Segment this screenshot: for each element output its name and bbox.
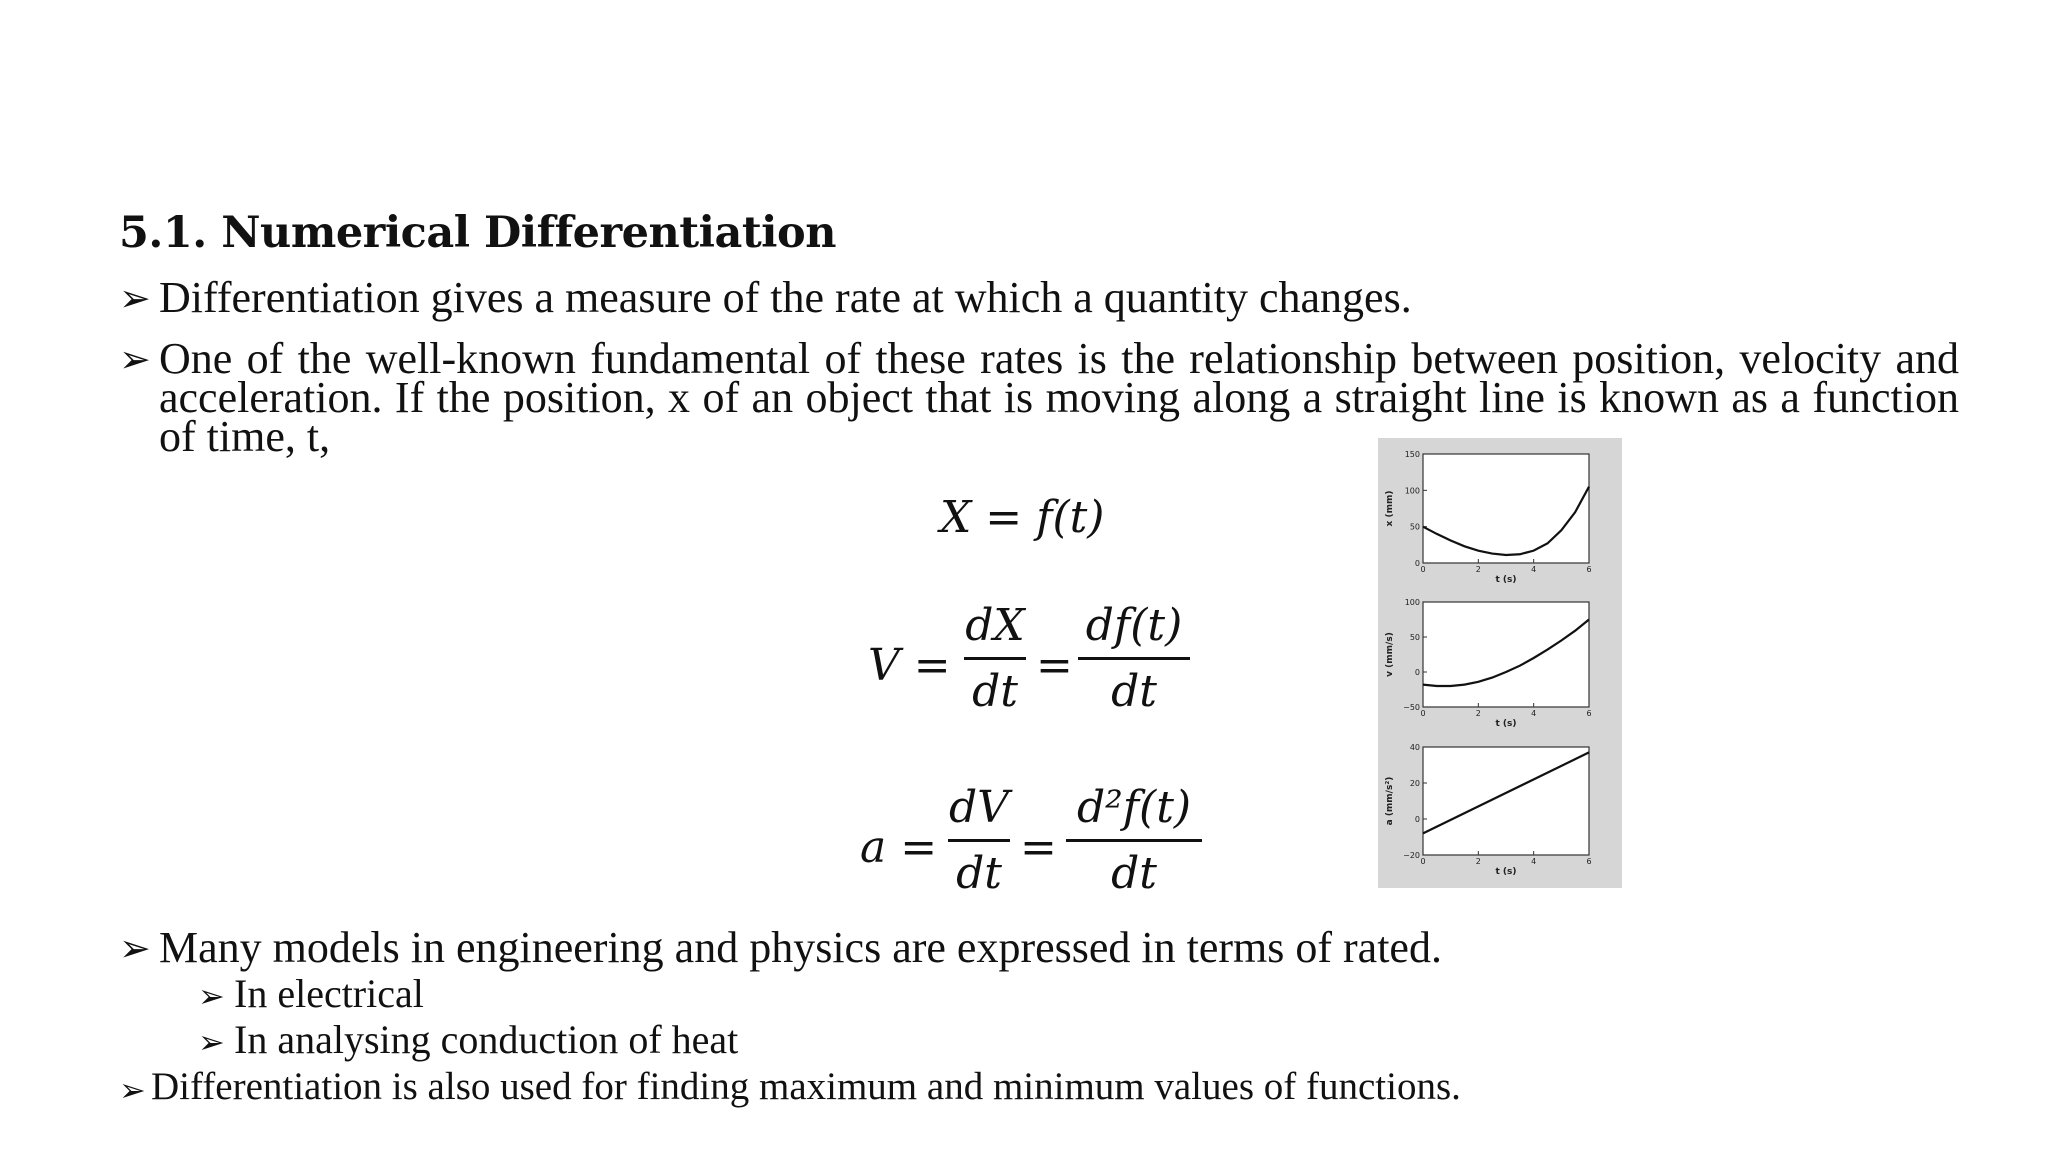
graphs-svg xyxy=(1378,438,1622,888)
arrow-bullet-icon: ➢ xyxy=(119,926,151,970)
denominator: dt xyxy=(1111,848,1157,899)
fraction xyxy=(1078,600,1190,717)
equation-velocity xyxy=(868,600,1208,730)
y-tick-label: 0 xyxy=(1414,559,1420,568)
fraction-bar xyxy=(948,839,1010,842)
plot-area xyxy=(1423,454,1589,563)
y-tick-label: −50 xyxy=(1403,703,1420,712)
bullet-text: Differentiation is also used for finding maximum and minimum values of functions. xyxy=(151,1065,1461,1108)
y-axis-label: a (mm/s²) xyxy=(1385,776,1395,826)
bullet-text: Differentiation gives a measure of the rate at which a quantity changes. xyxy=(159,273,1412,322)
x-tick-label: 2 xyxy=(1475,565,1481,574)
y-tick-label: 150 xyxy=(1404,450,1420,459)
y-tick-label: 50 xyxy=(1409,633,1420,642)
x-tick-label: 6 xyxy=(1586,565,1592,574)
x-axis-label: t (s) xyxy=(1495,719,1517,729)
numerator: df(t) xyxy=(1085,600,1183,651)
x-axis-label: t (s) xyxy=(1495,575,1517,585)
arrow-bullet-icon: ➢ xyxy=(198,977,225,1015)
fraction-bar xyxy=(1066,839,1202,842)
y-axis-label: v (mm/s) xyxy=(1385,632,1395,677)
numerator: dX xyxy=(965,600,1025,651)
denominator: dt xyxy=(956,848,1002,899)
sub-bullet-text: In analysing conduction of heat xyxy=(234,1017,739,1062)
y-tick-label: 20 xyxy=(1409,779,1420,788)
equals-sign: = xyxy=(1020,822,1057,873)
y-tick-label: −20 xyxy=(1403,851,1420,860)
arrow-bullet-icon: ➢ xyxy=(119,1071,146,1109)
x-tick-label: 0 xyxy=(1420,857,1426,866)
arrow-bullet-icon: ➢ xyxy=(119,337,151,381)
bullet-text: One of the well-known fundamental of these rates is the relationship between position, velocity and acceleration. If the position, x of an object that is moving along a straight line is known as a function of time, t, xyxy=(159,334,1959,461)
y-axis-label: x (mm) xyxy=(1385,490,1395,527)
y-tick-label: 100 xyxy=(1404,486,1420,496)
numerator: d²f(t) xyxy=(1076,782,1192,833)
fraction xyxy=(948,782,1010,899)
x-tick-label: 4 xyxy=(1531,565,1537,574)
x-tick-label: 0 xyxy=(1420,709,1426,718)
denominator: dt xyxy=(1111,666,1157,717)
y-tick-label: 100 xyxy=(1404,598,1420,607)
y-tick-label: 40 xyxy=(1409,743,1420,752)
equation-lhs: a = xyxy=(860,822,938,873)
numerator: dV xyxy=(949,782,1009,833)
x-tick-label: 6 xyxy=(1586,709,1592,718)
equation-lhs: V = xyxy=(868,640,951,691)
equation-position: X = f(t) xyxy=(940,492,1105,543)
x-axis-label: t (s) xyxy=(1495,867,1517,877)
fraction-bar xyxy=(1078,657,1190,660)
equals-sign: = xyxy=(1036,640,1073,691)
kinematics-graphs xyxy=(1378,438,1622,888)
x-tick-label: 4 xyxy=(1531,709,1537,718)
x-tick-label: 4 xyxy=(1531,857,1537,866)
fraction-bar xyxy=(964,657,1026,660)
equation-acceleration xyxy=(860,782,1220,912)
arrow-bullet-icon: ➢ xyxy=(198,1023,225,1061)
fraction xyxy=(964,600,1026,717)
y-tick-label: 50 xyxy=(1409,522,1420,532)
x-tick-label: 6 xyxy=(1586,857,1592,866)
sub-bullet-text: In electrical xyxy=(234,971,424,1016)
y-tick-label: 0 xyxy=(1414,668,1420,677)
plot-area xyxy=(1423,747,1589,855)
fraction xyxy=(1066,782,1202,899)
plot-area xyxy=(1423,602,1589,707)
bullet-text: Many models in engineering and physics are expressed in terms of rated. xyxy=(159,923,1442,972)
denominator: dt xyxy=(972,666,1018,717)
x-tick-label: 0 xyxy=(1420,565,1426,574)
x-tick-label: 2 xyxy=(1475,857,1481,866)
arrow-bullet-icon: ➢ xyxy=(119,276,151,320)
y-tick-label: 0 xyxy=(1414,815,1420,824)
x-tick-label: 2 xyxy=(1475,709,1481,718)
slide-title: 5.1. Numerical Differentiation xyxy=(119,208,836,258)
